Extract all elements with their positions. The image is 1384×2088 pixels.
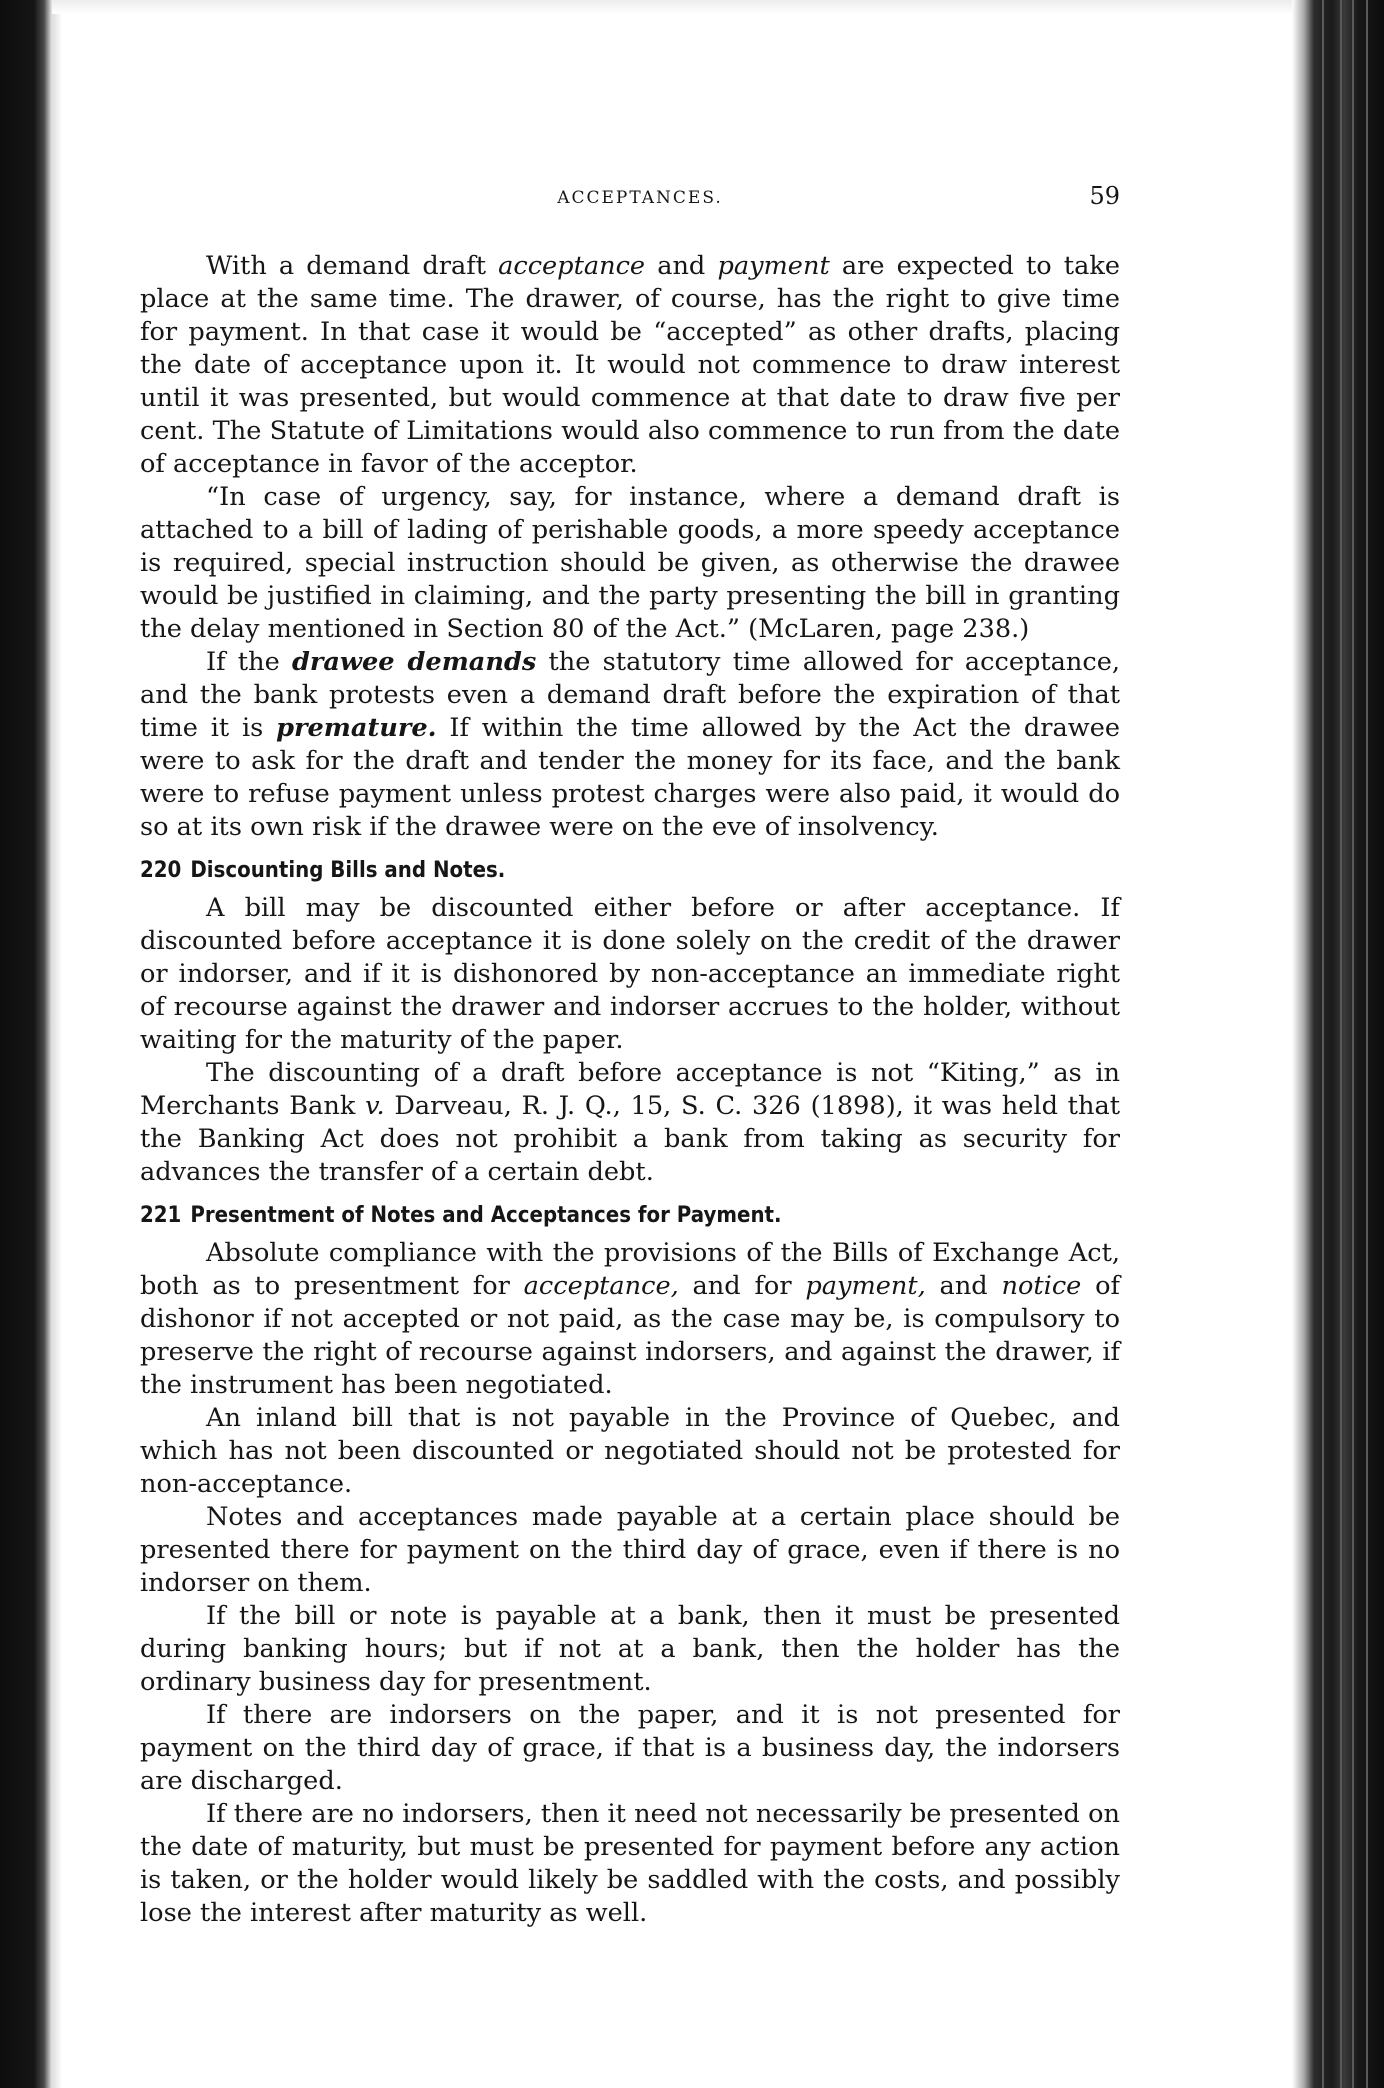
book-page: [140, 170, 1120, 1930]
running-head: [160, 170, 1120, 210]
page-number: 59: [1089, 182, 1120, 210]
running-title: ACCEPTANCES.: [557, 188, 723, 208]
paragraph-inland-bill: An inland bill that is not payable in the Province of Quebec, and which has not been discounted or negotiated should not be protested for non-acceptance.: [140, 1403, 1120, 1499]
section-number: 221: [140, 1203, 182, 1228]
page-top-shadow: [52, 0, 1292, 14]
paragraph-discounting: A bill may be discounted either before or after acceptance. If discounted before acceptance it is done solely on the credit of the drawer or indorser, and if it is dishonored by non-acceptance an immediate right of recourse against the drawer and indorser accrues to the holder, without waiting for the maturity of the paper.: [140, 893, 1120, 1055]
section-number: 220: [140, 858, 182, 883]
paragraph-kiting: The discounting of a draft before acceptance is not “Kiting,” as in Merchants Bank v. Darveau, R. J. Q., 15, S. C. 326 (1898), it was held that the Banking Act does not prohibit a bank from taking as security for advances the transfer of a certain debt.: [140, 1058, 1120, 1187]
section-title: Presentment of Notes and Acceptances for Payment.: [190, 1203, 782, 1228]
scan-binding-left: [0, 0, 52, 2088]
scan-book-edge-right: [1292, 0, 1384, 2088]
page-gutter-shadow: [52, 0, 62, 2088]
section-heading-221: [140, 1199, 1022, 1233]
section-heading-220: [140, 854, 1022, 888]
page-body: [140, 250, 1120, 1930]
paragraph-indorsers-discharged: If there are indorsers on the paper, and it is not presented for payment on the third day of grace, if that is a business day, the indorsers are discharged.: [140, 1700, 1120, 1796]
paragraph-drawee-demands: If the drawee demands the statutory time allowed for acceptance, and the bank protests even a demand draft before the expiration of that time it is premature. If within the time allowed by the Act the drawee were to ask for the draft and tender the money for its face, and the bank were to refuse payment unless protest charges were also paid, it would do so at its own risk if the drawee were on the eve of insolvency.: [140, 647, 1120, 842]
paragraph-no-indorsers: If there are no indorsers, then it need not necessarily be presented on the date of maturity, but must be presented for payment before any action is taken, or the holder would likely be saddled with the costs, and possibly lose the interest after maturity as well.: [140, 1799, 1120, 1928]
paragraph-certain-place: Notes and acceptances made payable at a certain place should be presented there for payment on the third day of grace, even if there is no indorser on them.: [140, 1502, 1120, 1598]
section-title: Discounting Bills and Notes.: [190, 858, 506, 883]
paragraph-demand-draft: With a demand draft acceptance and payment are expected to take place at the same time. The drawer, of course, has the right to give time for payment. In that case it would be “accepted” as other drafts, placing the date of acceptance upon it. It would not commence to draw interest until it was presented, but would commence at that date to draw five per cent. The Statute of Limitations would also commence to run from the date of acceptance in favor of the acceptor.: [140, 251, 1120, 479]
paragraph-payable-at-bank: If the bill or note is payable at a bank, then it must be presented during banking hours; but if not at a bank, then the holder has the ordinary business day for presentment.: [140, 1601, 1120, 1697]
paragraph-urgency-quote: “In case of urgency, say, for instance, where a demand draft is attached to a bill of lading of perishable goods, a more speedy acceptance is required, special instruction should be given, as otherwise the drawee would be justified in claiming, and the party presenting the bill in granting the delay mentioned in Section 80 of the Act.” (McLaren, page 238.): [140, 482, 1120, 644]
paragraph-absolute-compliance: Absolute compliance with the provisions of the Bills of Exchange Act, both as to presentment for acceptance, and for payment, and notice of dishonor if not accepted or not paid, as the case may be, is compulsory to preserve the right of recourse against indorsers, and against the drawer, if the instrument has been negotiated.: [140, 1238, 1120, 1400]
